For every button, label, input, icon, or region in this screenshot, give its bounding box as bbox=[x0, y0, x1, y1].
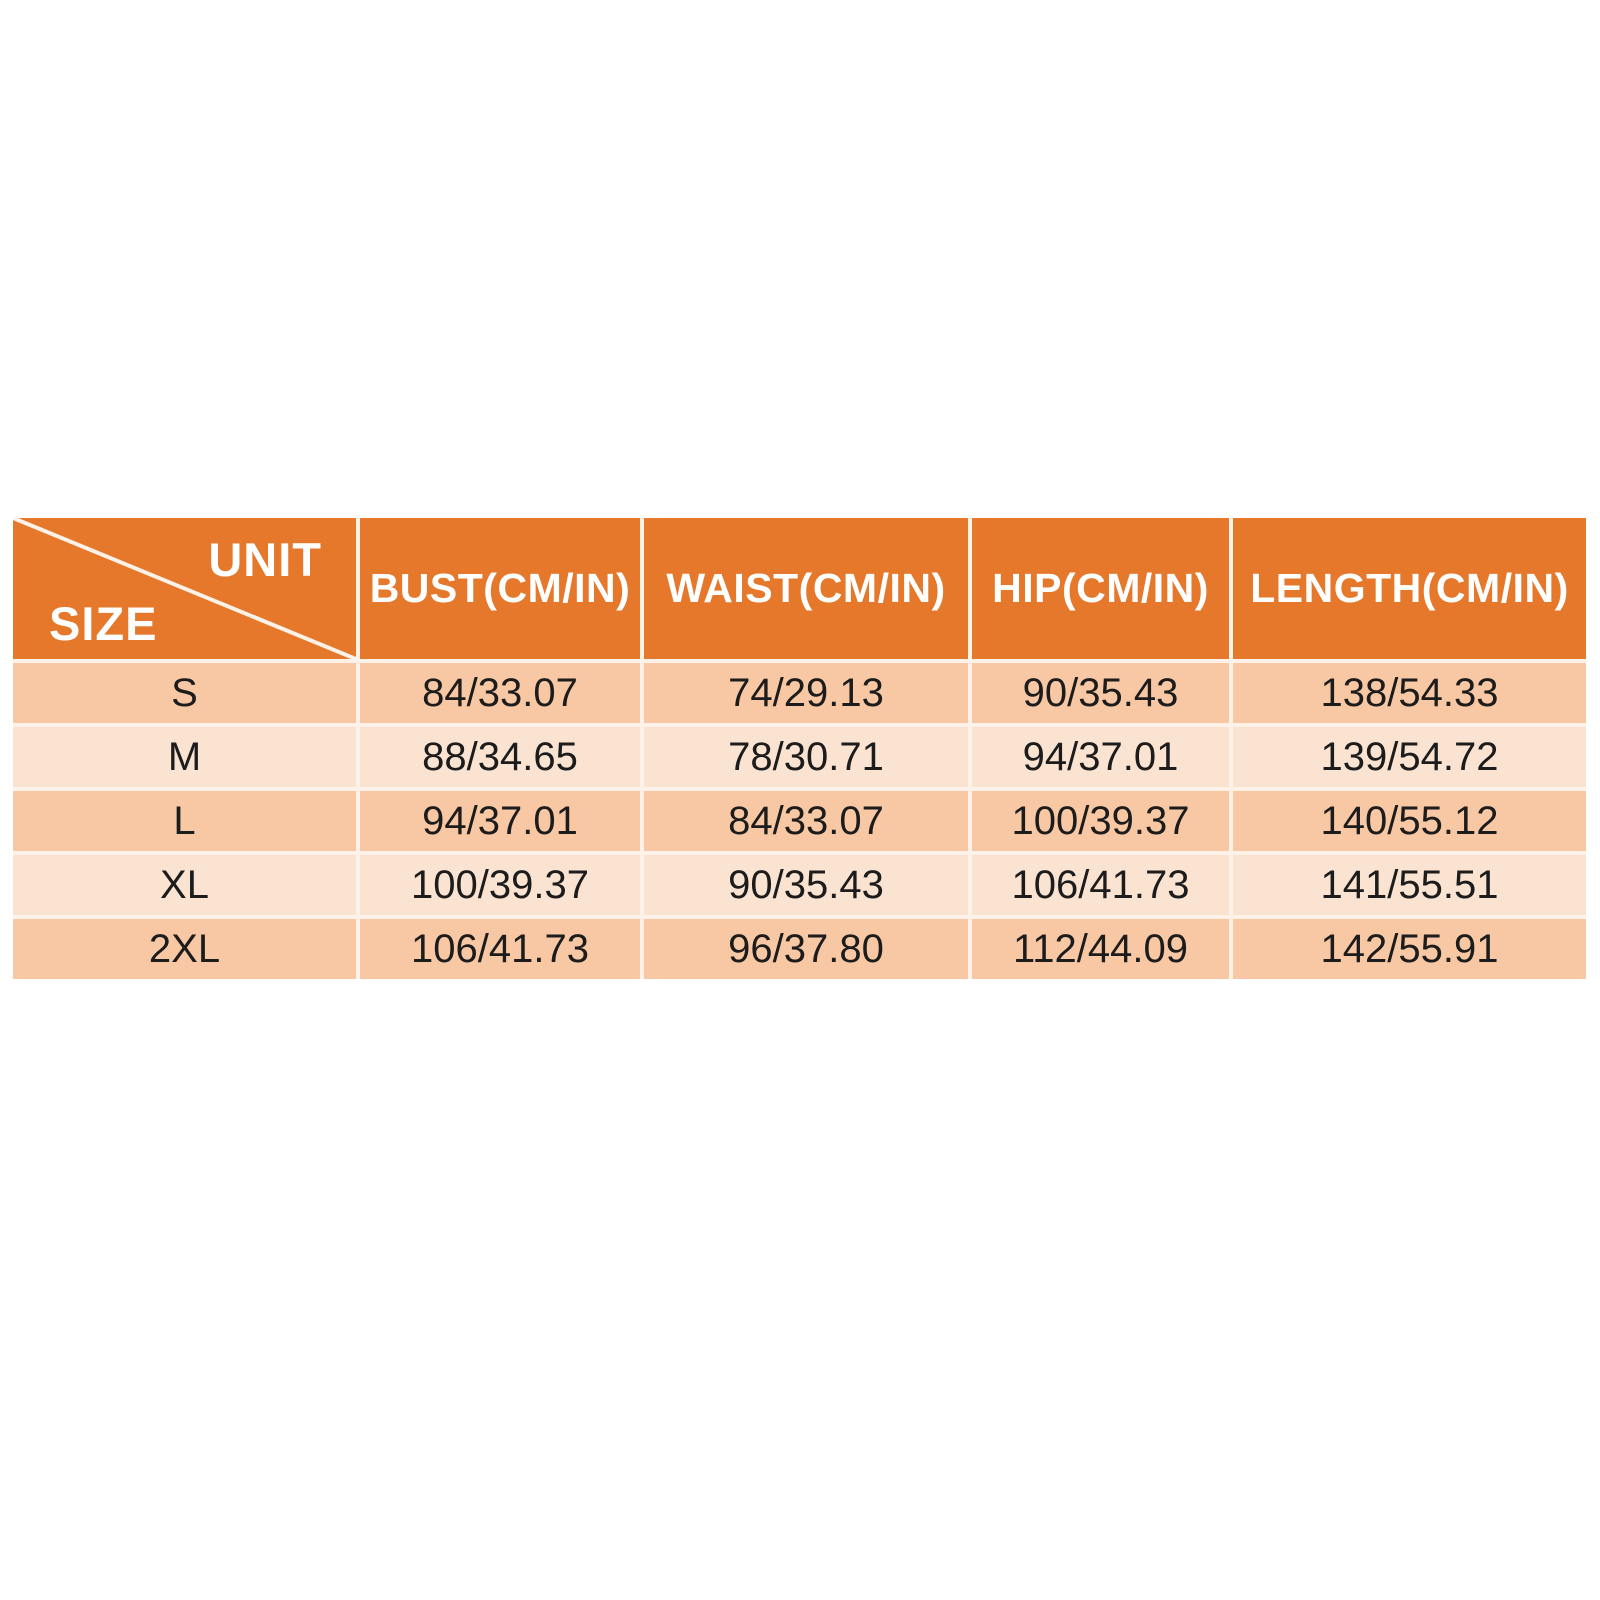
waist-value-cell: 74/29.13 bbox=[644, 663, 968, 723]
column-header-waist: WAIST(CM/IN) bbox=[644, 518, 968, 659]
bust-value-cell: 100/39.37 bbox=[360, 855, 640, 915]
length-value-cell: 141/55.51 bbox=[1233, 855, 1586, 915]
size-label-cell: L bbox=[13, 791, 356, 851]
size-label-cell: S bbox=[13, 663, 356, 723]
column-header-bust: BUST(CM/IN) bbox=[360, 518, 640, 659]
hip-value-cell: 90/35.43 bbox=[972, 663, 1229, 723]
size-label-cell: XL bbox=[13, 855, 356, 915]
length-value-cell: 142/55.91 bbox=[1233, 919, 1586, 979]
size-label-cell: M bbox=[13, 727, 356, 787]
bust-value-cell: 106/41.73 bbox=[360, 919, 640, 979]
hip-value-cell: 106/41.73 bbox=[972, 855, 1229, 915]
column-header-hip: HIP(CM/IN) bbox=[972, 518, 1229, 659]
bust-value-cell: 88/34.65 bbox=[360, 727, 640, 787]
hip-value-cell: 112/44.09 bbox=[972, 919, 1229, 979]
bust-value-cell: 94/37.01 bbox=[360, 791, 640, 851]
corner-size-label: SIZE bbox=[49, 597, 158, 650]
waist-value-cell: 78/30.71 bbox=[644, 727, 968, 787]
size-label-cell: 2XL bbox=[13, 919, 356, 979]
hip-value-cell: 100/39.37 bbox=[972, 791, 1229, 851]
column-header-length: LENGTH(CM/IN) bbox=[1233, 518, 1586, 659]
size-chart-table bbox=[13, 518, 1586, 979]
corner-header-cell bbox=[13, 518, 356, 659]
waist-value-cell: 84/33.07 bbox=[644, 791, 968, 851]
waist-value-cell: 96/37.80 bbox=[644, 919, 968, 979]
corner-unit-label: UNIT bbox=[208, 533, 322, 586]
hip-value-cell: 94/37.01 bbox=[972, 727, 1229, 787]
bust-value-cell: 84/33.07 bbox=[360, 663, 640, 723]
length-value-cell: 139/54.72 bbox=[1233, 727, 1586, 787]
waist-value-cell: 90/35.43 bbox=[644, 855, 968, 915]
length-value-cell: 140/55.12 bbox=[1233, 791, 1586, 851]
length-value-cell: 138/54.33 bbox=[1233, 663, 1586, 723]
